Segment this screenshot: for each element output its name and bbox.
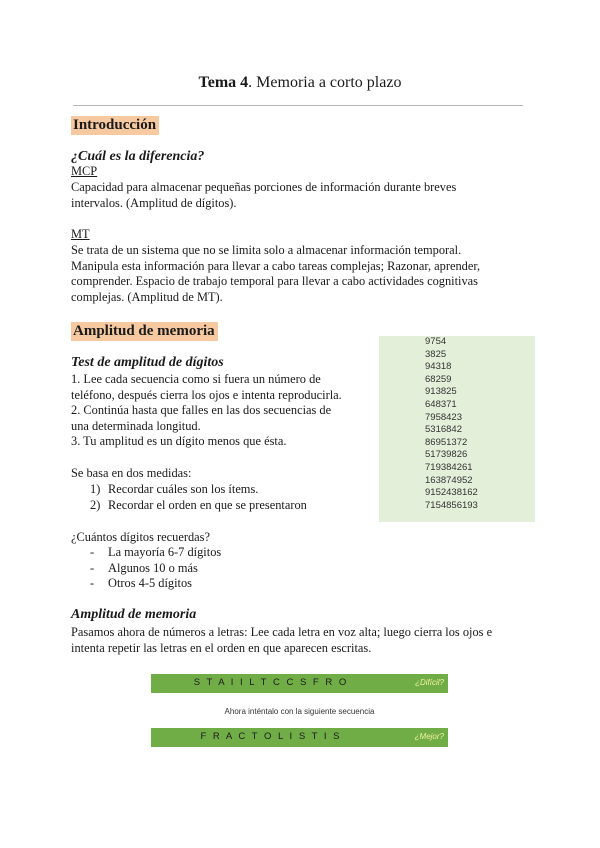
step-line: 3. Tu amplitud es un dígito menos que ésta. — [71, 434, 287, 449]
digit-sequences-box — [379, 336, 535, 522]
middle-instruction: Ahora inténtalo con la siguiente secuencia — [224, 707, 375, 716]
text-line: Capacidad para almacenar pequeñas porciones de información durante breves — [71, 180, 457, 194]
text-line: intenta repetir las letras en el orden en que aparecen escritas. — [71, 640, 372, 655]
text-line: comprender. Espacio de trabajo temporal para llevar a cabo actividades cognitivas — [71, 274, 478, 289]
digit-sequence: 163874952 — [425, 474, 473, 486]
text-line: Manipula esta información para llevar a cabo tareas complejas; Razonar, aprender, — [71, 258, 481, 273]
hint-difficult: ¿Difícil? — [415, 678, 444, 687]
test-steps — [71, 372, 342, 450]
count-list — [90, 545, 221, 592]
section-heading-amplitud: Amplitud de memoria — [71, 320, 218, 341]
mcp-definition — [71, 180, 456, 211]
hint-better: ¿Mejor? — [414, 732, 444, 741]
letter-sequence-bar-1 — [151, 674, 448, 693]
mcp-label: MCP — [71, 164, 98, 178]
digit-sequence: 913825 — [425, 386, 457, 398]
text-line: Pasamos ahora de números a letras: Lee cada letra en voz alta; luego cierra los ojos e — [71, 625, 493, 639]
measure-item: 2) Recordar el orden en que se presentaron — [90, 497, 307, 512]
digit-sequence: 51739826 — [425, 449, 468, 461]
mt-label: MT — [71, 227, 90, 241]
step-line: teléfono, después cierra los ojos e intenta reproducirla. — [71, 387, 342, 402]
digit-sequence: 9152438162 — [425, 487, 478, 499]
title-rest: . Memoria a corto plazo — [248, 74, 402, 91]
text-line: Se trata de un sistema que no se limita solo a almacenar información temporal. — [71, 243, 462, 257]
digit-sequence: 94318 — [425, 361, 452, 373]
step-line: una determinada longitud. — [71, 418, 201, 433]
intro-question: ¿Cuál es la diferencia? — [71, 149, 205, 164]
digit-sequence: 719384261 — [425, 461, 473, 473]
title-bold: Tema 4 — [198, 74, 249, 91]
step-line: 1. Lee cada secuencia como si fuera un número de — [71, 372, 321, 386]
digit-sequence: 648371 — [425, 398, 457, 410]
measure-item: 1) Recordar cuáles son los ítems. — [90, 482, 259, 496]
digit-sequence: 68259 — [425, 373, 452, 385]
count-item: - Otros 4-5 dígitos — [90, 576, 192, 591]
count-item: - La mayoría 6-7 dígitos — [90, 545, 222, 559]
page-title — [0, 74, 600, 92]
test-title: Test de amplitud de dígitos — [71, 355, 224, 370]
letter-sequence-1: S T A I I L T C C S F R O — [193, 677, 349, 688]
step-line: 2. Continúa hasta que falles en las dos secuencias de — [71, 403, 332, 418]
count-item: - Algunos 10 o más — [90, 560, 198, 575]
digit-sequence: 3825 — [425, 348, 447, 360]
digit-sequence: 7154856193 — [425, 499, 478, 511]
letters-title: Amplitud de memoria — [71, 607, 197, 622]
letter-sequence-2: F R A C T O L I S T I S — [200, 731, 342, 742]
text-line: intervalos. (Amplitud de dígitos). — [71, 195, 237, 210]
digit-sequence: 5316842 — [425, 424, 462, 436]
text-line: complejas. (Amplitud de MT). — [71, 289, 223, 304]
digit-sequence: 86951372 — [425, 436, 468, 448]
mt-definition — [71, 243, 480, 305]
header-divider — [73, 105, 523, 106]
count-question: ¿Cuántos dígitos recuerdas? — [71, 530, 211, 544]
letter-sequence-bar-2 — [151, 728, 448, 747]
digit-sequence: 7958423 — [425, 411, 462, 423]
digit-sequence: 9754 — [425, 336, 447, 347]
letters-instructions — [71, 625, 492, 656]
section-heading-intro: Introducción — [71, 114, 159, 135]
measures-intro: Se basa en dos medidas: — [71, 466, 192, 480]
measures-list — [90, 482, 307, 513]
